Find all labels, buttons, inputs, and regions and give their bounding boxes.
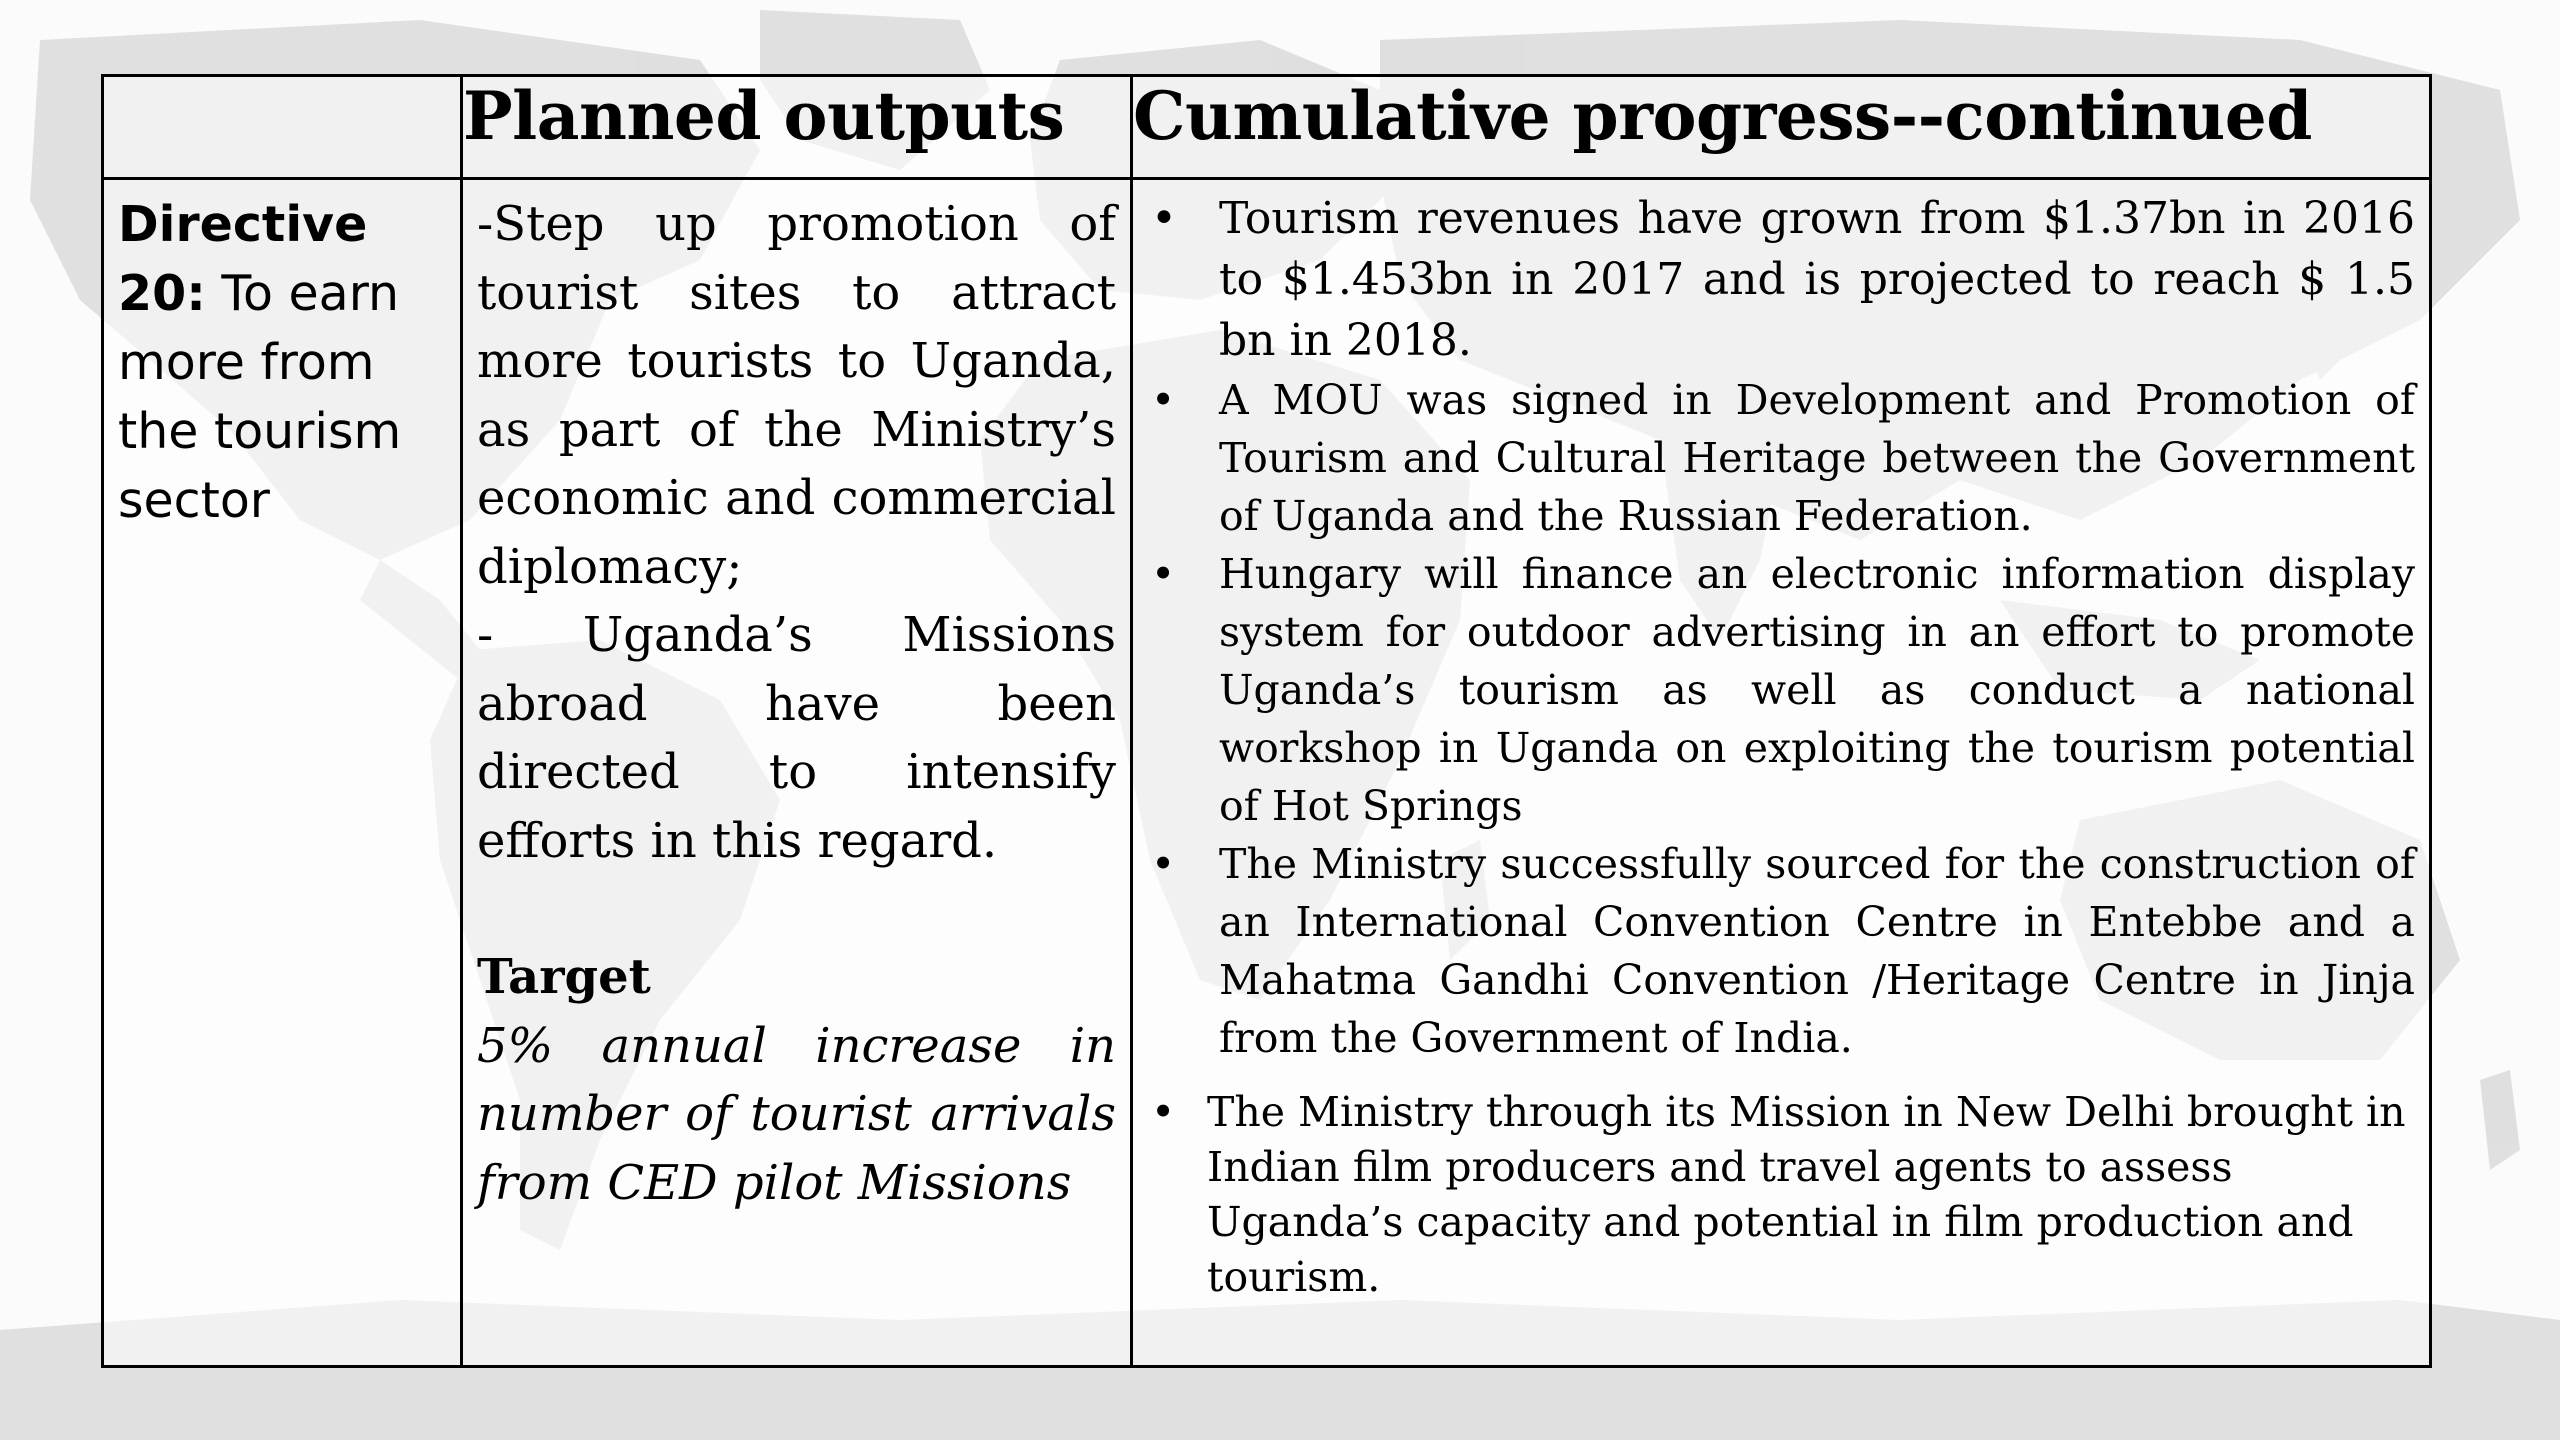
directive-table	[101, 74, 2432, 1368]
target-heading: Target	[477, 949, 651, 1005]
progress-item-text: A MOU was signed in Development and Promotion of Tourism and Cultural Heritage between the Government of Uganda and the Russian Federation.	[1219, 376, 2415, 540]
planned-outputs-cell	[462, 179, 1132, 1367]
progress-item	[1147, 188, 2415, 371]
progress-item	[1147, 835, 2415, 1067]
header-row	[103, 76, 2431, 179]
planned-output-para-1: -Step up promotion of tourist sites to attract more tourists to Uganda, as part of the Ministry’s economic and commercial diplomacy;	[477, 196, 1116, 595]
planned-output-para-2: - Uganda’s Missions abroad have been directed to intensify efforts in this regard.	[477, 607, 1116, 869]
bullet-icon: •	[1151, 1088, 1176, 1136]
bullet-icon: •	[1151, 193, 1177, 244]
progress-item	[1147, 371, 2415, 545]
progress-item	[1147, 1085, 2415, 1305]
directive-row	[103, 179, 2431, 1367]
bullet-icon: •	[1151, 376, 1176, 424]
progress-item-text: The Ministry successfully sourced for the construction of an International Convention Centre in Entebbe and a Mahatma Gandhi Convention /Heritage Centre in Jinja from the Government of India.	[1219, 840, 2415, 1062]
header-cumulative-progress: Cumulative progress--continued	[1132, 76, 2431, 179]
header-empty	[103, 76, 462, 179]
target-text: 5% annual increase in number of tourist arrivals from CED pilot Missions	[477, 1017, 1116, 1211]
header-planned-outputs: Planned outputs	[462, 76, 1132, 179]
progress-item-text: The Ministry through its Mission in New Delhi brought in Indian film producers and travel agents to assess Uganda’s capacity and potential in film production and tourism.	[1207, 1088, 2406, 1301]
directive-text: To earn more from the tourism sector	[118, 265, 402, 529]
bullet-icon: •	[1151, 840, 1176, 888]
progress-item	[1147, 545, 2415, 835]
bullet-icon: •	[1151, 550, 1176, 598]
progress-list	[1147, 188, 2415, 1305]
directive-label: Directive 20:	[118, 196, 368, 322]
progress-item-text: Tourism revenues have grown from $1.37bn in 2016 to $1.453bn in 2017 and is projected to reach $ 1.5 bn in 2018.	[1219, 193, 2415, 366]
progress-item-text: Hungary will finance an electronic information display system for outdoor advertising in an effort to promote Uganda’s tourism as well as conduct a national workshop in Uganda on exploiting the tourism potential of Hot Springs	[1219, 550, 2415, 830]
directive-cell	[103, 179, 462, 1367]
progress-cell	[1132, 179, 2431, 1367]
